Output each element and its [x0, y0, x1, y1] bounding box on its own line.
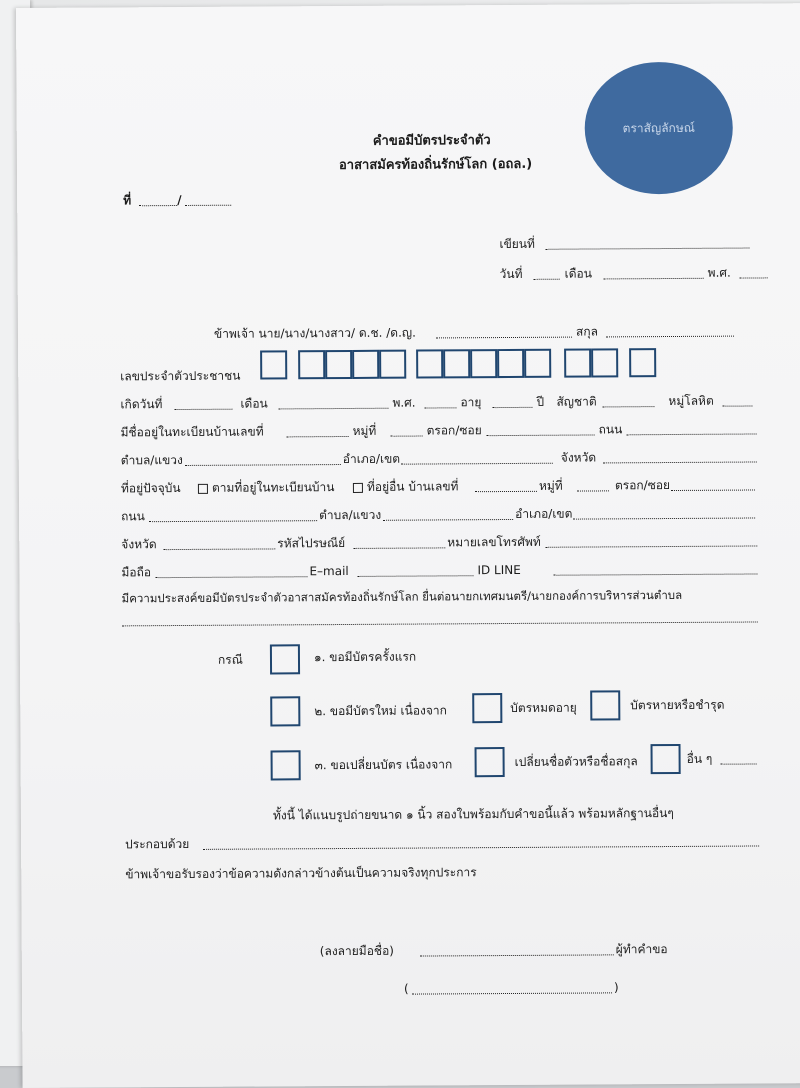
moo-field[interactable]: [391, 436, 423, 437]
house-no-field[interactable]: [287, 436, 349, 437]
mobile-field[interactable]: [155, 576, 307, 578]
birth-year-field[interactable]: [424, 407, 456, 408]
tambon-label: ตำบล/แขวง: [120, 452, 183, 468]
amphoe-label: อำเภอ/เขต: [342, 451, 401, 467]
attach-text: ทั้งนี้ ได้แนบรูปถ่ายขนาด ๑ นิ้ว สองใบพร้อมกับคำขอนี้แล้ว พร้อมหลักฐานอื่นๆ: [272, 805, 674, 823]
current-tambon-label: ตำบล/แขวง: [319, 507, 382, 523]
current-road-label: ถนน: [121, 509, 145, 524]
soi-field[interactable]: [487, 434, 595, 436]
id-digit-box[interactable]: [591, 348, 618, 377]
name-field[interactable]: [436, 337, 572, 339]
nationality-label: สัญชาติ: [556, 394, 597, 409]
year-field[interactable]: [740, 277, 768, 278]
current-amphoe-label: อำเภอ/เขต: [515, 506, 573, 521]
current-soi-field[interactable]: [671, 489, 755, 491]
current-registered-checkbox[interactable]: [198, 484, 208, 494]
mobile-label: มือถือ: [121, 565, 152, 580]
current-registered-label: ตามที่อยู่ในทะเบียนบ้าน: [211, 480, 335, 495]
certify-text: ข้าพเจ้าขอรับรองว่าข้อความดังกล่าวข้างต้นเป็นความจริงทุกประการ: [125, 865, 477, 882]
case3-checkbox[interactable]: [271, 750, 301, 780]
id-digit-box[interactable]: [416, 349, 443, 378]
current-amphoe-field[interactable]: [573, 517, 755, 519]
id-digit-box[interactable]: [524, 349, 551, 378]
case1-checkbox[interactable]: [270, 644, 300, 674]
printed-name-field[interactable]: [412, 992, 612, 994]
month-field[interactable]: [604, 278, 704, 280]
ref-no-field[interactable]: [139, 205, 177, 206]
postcode-label: รหัสไปรษณีย์: [277, 535, 346, 551]
year-label: พ.ศ.: [707, 265, 731, 280]
case2-expired-checkbox[interactable]: [472, 693, 502, 723]
case2-lost-label: บัตรหายหรือชำรุด: [630, 697, 725, 713]
month-label: เดือน: [564, 266, 592, 281]
ref-slash: /: [177, 192, 182, 208]
written-at-label: เขียนที่: [499, 236, 535, 252]
age-field[interactable]: [492, 407, 532, 408]
blood-field[interactable]: [722, 406, 752, 407]
line-id-label: ID LINE: [477, 562, 521, 578]
id-digit-box[interactable]: [470, 349, 497, 378]
blood-label: หมู่โลหิต: [668, 393, 714, 409]
id-digit-box[interactable]: [325, 350, 352, 379]
email-field[interactable]: [357, 575, 473, 577]
current-province-label: จังหวัด: [121, 537, 157, 552]
current-soi-label: ตรอก/ซอย: [614, 478, 671, 493]
name-label: ข้าพเจ้า นาย/นาง/นางสาว/ ด.ช. /ด.ญ.: [213, 325, 416, 341]
birth-day-label: เกิดวันที่: [120, 397, 163, 412]
postcode-field[interactable]: [353, 547, 445, 549]
case2-expired-label: บัตรหมดอายุ: [510, 700, 577, 715]
birth-year-label: พ.ศ.: [392, 395, 416, 410]
current-house-field[interactable]: [475, 491, 537, 492]
case-label: กรณี: [217, 652, 243, 667]
case2-label: ๒. ขอมีบัตรใหม่ เนื่องจาก: [314, 703, 447, 719]
application-form-page: [16, 3, 800, 1088]
id-digit-box[interactable]: [564, 348, 591, 377]
age-label: อายุ: [460, 395, 482, 410]
purpose-extra-field[interactable]: [122, 621, 758, 626]
form-title: คำขอมีบัตรประจำตัว: [372, 133, 491, 149]
id-digit-box[interactable]: [298, 350, 325, 379]
id-digit-box[interactable]: [443, 349, 470, 378]
case3-name-change-label: เปลี่ยนชื่อตัวหรือชื่อสกุล: [514, 754, 638, 769]
id-digit-box[interactable]: [379, 350, 406, 379]
current-address-label: ที่อยู่ปัจจุบัน: [120, 481, 181, 496]
years-label: ปี: [536, 394, 545, 409]
case2-lost-checkbox[interactable]: [590, 690, 620, 720]
attach-field[interactable]: [203, 845, 759, 849]
case3-label: ๓. ขอเปลี่ยนบัตร เนื่องจาก: [314, 757, 453, 773]
written-at-field[interactable]: [545, 248, 749, 250]
birth-day-field[interactable]: [174, 409, 232, 410]
nationality-field[interactable]: [602, 406, 654, 407]
id-digit-box[interactable]: [352, 350, 379, 379]
case2-checkbox[interactable]: [270, 696, 300, 726]
signature-field[interactable]: [420, 954, 614, 956]
form-subtitle: อาสาสมัครท้องถิ่นรักษ์โลก (อถล.): [338, 156, 533, 174]
road-field[interactable]: [627, 433, 757, 435]
ref-label: ที่: [123, 193, 132, 208]
signature-label: (ลงลายมือชื่อ): [319, 943, 394, 959]
emblem-seal: ตราสัญลักษณ์: [584, 62, 733, 195]
province-field[interactable]: [603, 461, 757, 463]
attach-label: ประกอบด้วย: [125, 836, 190, 852]
phone-label: หมายเลขโทรศัพท์: [447, 534, 541, 550]
current-other-checkbox[interactable]: [353, 483, 363, 493]
purpose-text: มีความประสงค์ขอมีบัตรประจำตัวอาสาสมัครท้องถิ่นรักษ์โลก ยื่นต่อนายกเทศมนตรี/นายกองค์การบริหารส่วนตำบล: [121, 587, 683, 606]
case3-other-checkbox[interactable]: [651, 744, 681, 774]
current-moo-label: หมู่ที่: [538, 478, 563, 493]
current-province-field[interactable]: [163, 548, 275, 550]
printed-name-close: ): [613, 980, 619, 995]
id-digit-box[interactable]: [260, 350, 287, 379]
ref-year-field[interactable]: [185, 205, 231, 206]
amphoe-field[interactable]: [401, 463, 553, 465]
signature-role: ผู้ทำคำขอ: [615, 942, 668, 957]
surname-label: สกุล: [575, 324, 598, 339]
email-label: E–mail: [309, 563, 349, 579]
birth-month-label: เดือน: [240, 396, 268, 411]
case3-other-label: อื่น ๆ: [686, 751, 713, 766]
phone-field[interactable]: [545, 545, 757, 547]
current-tambon-field[interactable]: [383, 519, 513, 521]
printed-name-open: (: [403, 981, 409, 996]
id-digit-box[interactable]: [497, 349, 524, 378]
soi-label: ตรอก/ซอย: [426, 423, 482, 438]
id-label: เลขประจำตัวประชาชน: [120, 368, 241, 384]
line-id-field[interactable]: [553, 573, 757, 575]
case1-label: ๑. ขอมีบัตรครั้งแรก: [313, 649, 417, 665]
case3-other-field[interactable]: [721, 763, 757, 764]
id-digit-box[interactable]: [629, 348, 656, 377]
case3-name-change-checkbox[interactable]: [475, 747, 505, 777]
surname-field[interactable]: [606, 336, 734, 338]
tambon-field[interactable]: [185, 464, 341, 466]
current-road-field[interactable]: [149, 520, 317, 522]
house-no-label: มีชื่ออยู่ในทะเบียนบ้านเลขที่: [120, 424, 264, 440]
day-field[interactable]: [534, 279, 560, 280]
province-label: จังหวัด: [560, 450, 597, 465]
current-moo-field[interactable]: [577, 490, 609, 491]
current-other-label: ที่อยู่อื่น บ้านเลขที่: [366, 479, 459, 494]
birth-month-field[interactable]: [278, 408, 388, 410]
moo-label: หมู่ที่: [352, 423, 377, 438]
day-label: วันที่: [499, 266, 523, 282]
road-label: ถนน: [598, 422, 623, 437]
